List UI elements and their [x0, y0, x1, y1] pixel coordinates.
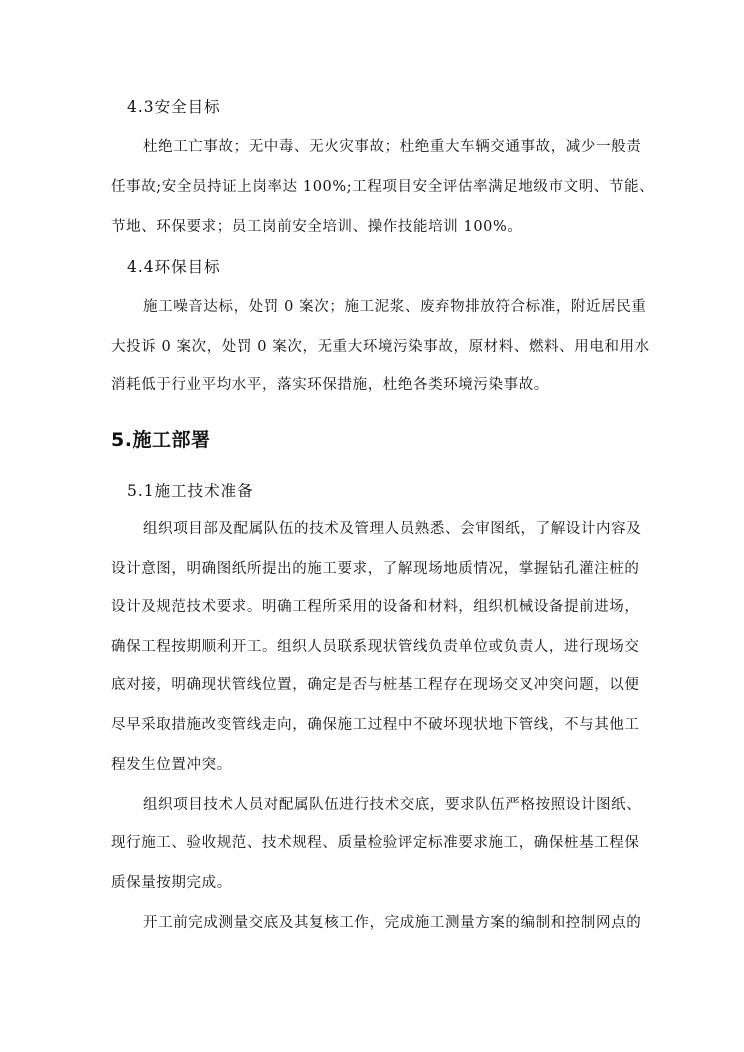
section-4-4-title: 4.4环保目标	[127, 258, 221, 276]
section-5-1-p1-line: 底对接，明确现状管线位置，确定是否与桩基工程存在现场交叉冲突问题，以便	[111, 677, 640, 693]
section-5-1-p1-line: 尽早采取措施改变管线走向，确保施工过程中不破坏现状地下管线，不与其他工	[111, 717, 640, 733]
section-5-1-p1-line: 设计及规范技术要求。明确工程所采用的设备和材料，组织机械设备提前进场，	[111, 599, 640, 615]
section-4-3-title: 4.3安全目标	[127, 98, 221, 116]
section-5-1-p1-line: 组织项目部及配属队伍的技术及管理人员熟悉、会审图纸，了解设计内容及	[143, 521, 642, 537]
section-5-1-p2-line: 现行施工、验收规范、技术规程、质量检验评定标准要求施工，确保桩基工程保	[111, 835, 640, 851]
section-4-3-line: 杜绝工亡事故；无中毒、无火灾事故；杜绝重大车辆交通事故，减少一般责	[143, 139, 642, 155]
section-4-3-line: 节地、环保要求；员工岗前安全培训、操作技能培训 100%。	[111, 219, 523, 235]
section-5-1-title: 5.1施工技术准备	[127, 482, 254, 500]
section-5-1-p2-line: 质保量按期完成。	[111, 875, 232, 891]
section-5-1-p1-line: 设计意图，明确图纸所提出的施工要求，了解现场地质情况，掌握钻孔灌注桩的	[111, 561, 640, 577]
section-5-heading: 5.施工部署	[111, 429, 211, 451]
section-5-1-p1-line: 程发生位置冲突。	[111, 757, 232, 773]
section-5-1-p1-line: 确保工程按期顺利开工。组织人员联系现状管线负责单位或负责人，进行现场交	[111, 639, 640, 655]
section-5-1-p3-line: 开工前完成测量交底及其复核工作，完成施工测量方案的编制和控制网点的	[143, 915, 642, 931]
section-4-4-line: 大投诉 0 案次，处罚 0 案次，无重大环境污染事故，原材料、燃料、用电和用水	[111, 339, 650, 355]
section-4-4-line: 消耗低于行业平均水平，落实环保措施，杜绝各类环境污染事故。	[111, 377, 549, 393]
section-4-3-line: 任事故;安全员持证上岗率达 100%;工程项目安全评估率满足地级市文明、节能、	[111, 179, 655, 195]
section-5-1-p2-line: 组织项目技术人员对配属队伍进行技术交底，要求队伍严格按照设计图纸、	[143, 797, 642, 813]
section-4-4-line: 施工噪音达标，处罚 0 案次；施工泥浆、废弃物排放符合标准，附近居民重	[143, 299, 647, 315]
